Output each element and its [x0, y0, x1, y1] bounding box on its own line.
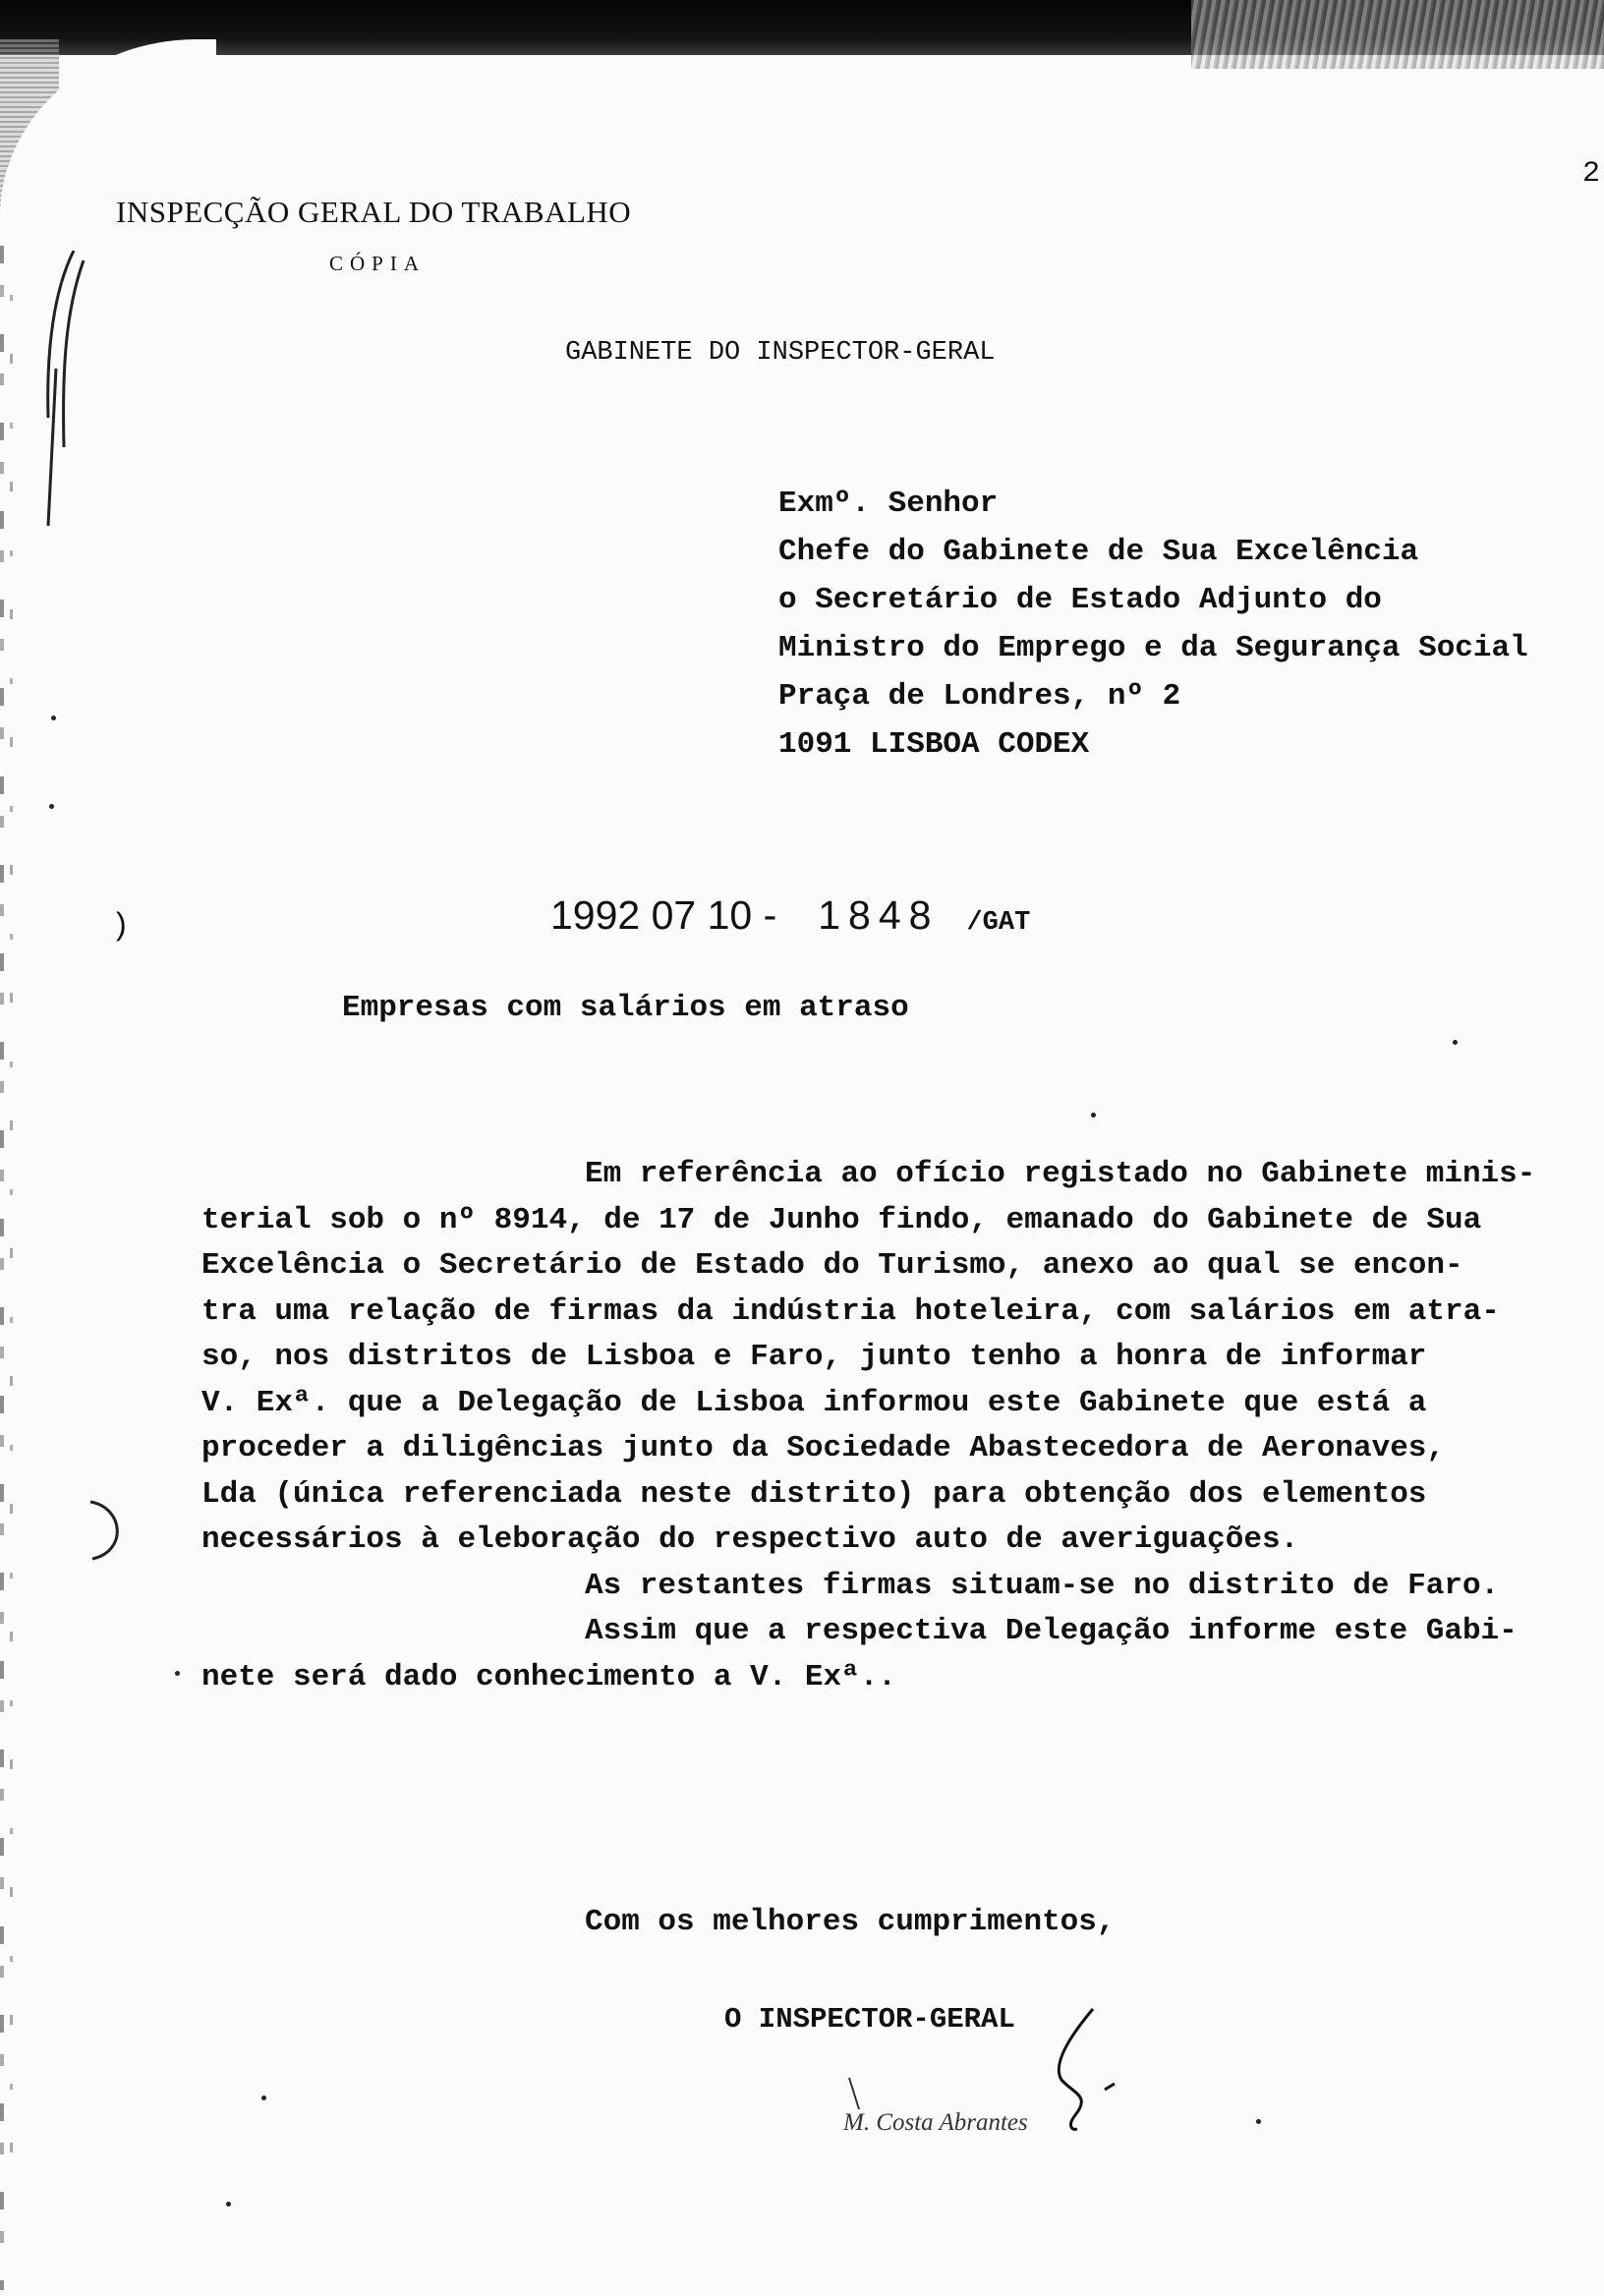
scan-left-edge [0, 246, 4, 2290]
organization-header: INSPECÇÃO GERAL DO TRABALHO [116, 195, 632, 229]
address-line: Praça de Londres, nº 2 [778, 679, 1181, 714]
closing-salutation: Com os melhores cumprimentos, [585, 1905, 1116, 1939]
body-line: As restantes firmas situam-se no distrito de Faro. [585, 1568, 1500, 1603]
body-line: tra uma relação de firmas da indústria hoteleira, com salários em atra- [201, 1293, 1500, 1329]
body-line: proceder a diligências junto da Sociedade Abastecedora de Aeronaves, [201, 1431, 1446, 1465]
letter-body [201, 1152, 1602, 1700]
signature-mark [1032, 2005, 1170, 2133]
margin-bracket-mark [85, 1496, 134, 1565]
reference-date-stamp: 1992 07 10 - [550, 892, 777, 938]
scan-speck [51, 716, 56, 720]
scan-speck [226, 2202, 231, 2207]
margin-paren: ) [116, 906, 127, 942]
recipient-address [778, 480, 1528, 769]
signature-name: M. Costa Abrantes [843, 2109, 1028, 2136]
scan-speck [175, 1671, 180, 1676]
body-line: necessários à eleboração do respectivo auto de averiguações. [201, 1522, 1299, 1557]
body-line: V. Exª. que a Delegação de Lisboa informou este Gabinete que está a [201, 1385, 1427, 1420]
scan-speck [1256, 2119, 1261, 2124]
address-line: Ministro do Emprego e da Segurança Social [778, 631, 1528, 665]
fold-mark [34, 251, 93, 526]
scan-speck [1091, 1113, 1096, 1118]
address-line: 1091 LISBOA CODEX [778, 727, 1090, 762]
body-line: Lda (única referenciada neste distrito) para obtenção dos elementos [201, 1476, 1427, 1512]
scan-left-edge-inner [10, 295, 13, 2211]
body-line: nete será dado conhecimento a V. Exª.. [201, 1659, 896, 1694]
reference-code: /GAT [966, 908, 1031, 938]
address-line: Exmº. Senhor [778, 487, 999, 521]
body-line: Em referência ao ofício registado no Gabinete minis- [585, 1157, 1536, 1191]
subject-line: Empresas com salários em atraso [342, 991, 909, 1025]
body-line: terial sob o nº 8914, de 17 de Junho findo, emanado do Gabinete de Sua [201, 1202, 1482, 1237]
scan-speck [261, 2095, 266, 2100]
address-line: o Secretário de Estado Adjunto do [778, 583, 1382, 617]
signoff-title: O INSPECTOR-GERAL [724, 2003, 1015, 2036]
reference-line [550, 892, 1030, 939]
body-line: so, nos distritos de Lisboa e Faro, junto tenho a honra de informar [201, 1340, 1427, 1374]
body-line: Excelência o Secretário de Estado do Turismo, anexo ao qual se encon- [201, 1248, 1463, 1283]
office-heading: GABINETE DO INSPECTOR-GERAL [565, 338, 996, 368]
scan-noise [1191, 0, 1604, 69]
page-number: 2 [1581, 157, 1600, 191]
signature-tick [847, 2076, 867, 2111]
copy-mark: CÓPIA [329, 252, 427, 275]
body-line: Assim que a respectiva Delegação informe este Gabi- [585, 1614, 1518, 1648]
scan-speck [1453, 1040, 1458, 1045]
address-line: Chefe do Gabinete de Sua Excelência [778, 535, 1419, 569]
scan-speck [49, 804, 54, 809]
reference-number: 1848 [818, 892, 940, 938]
